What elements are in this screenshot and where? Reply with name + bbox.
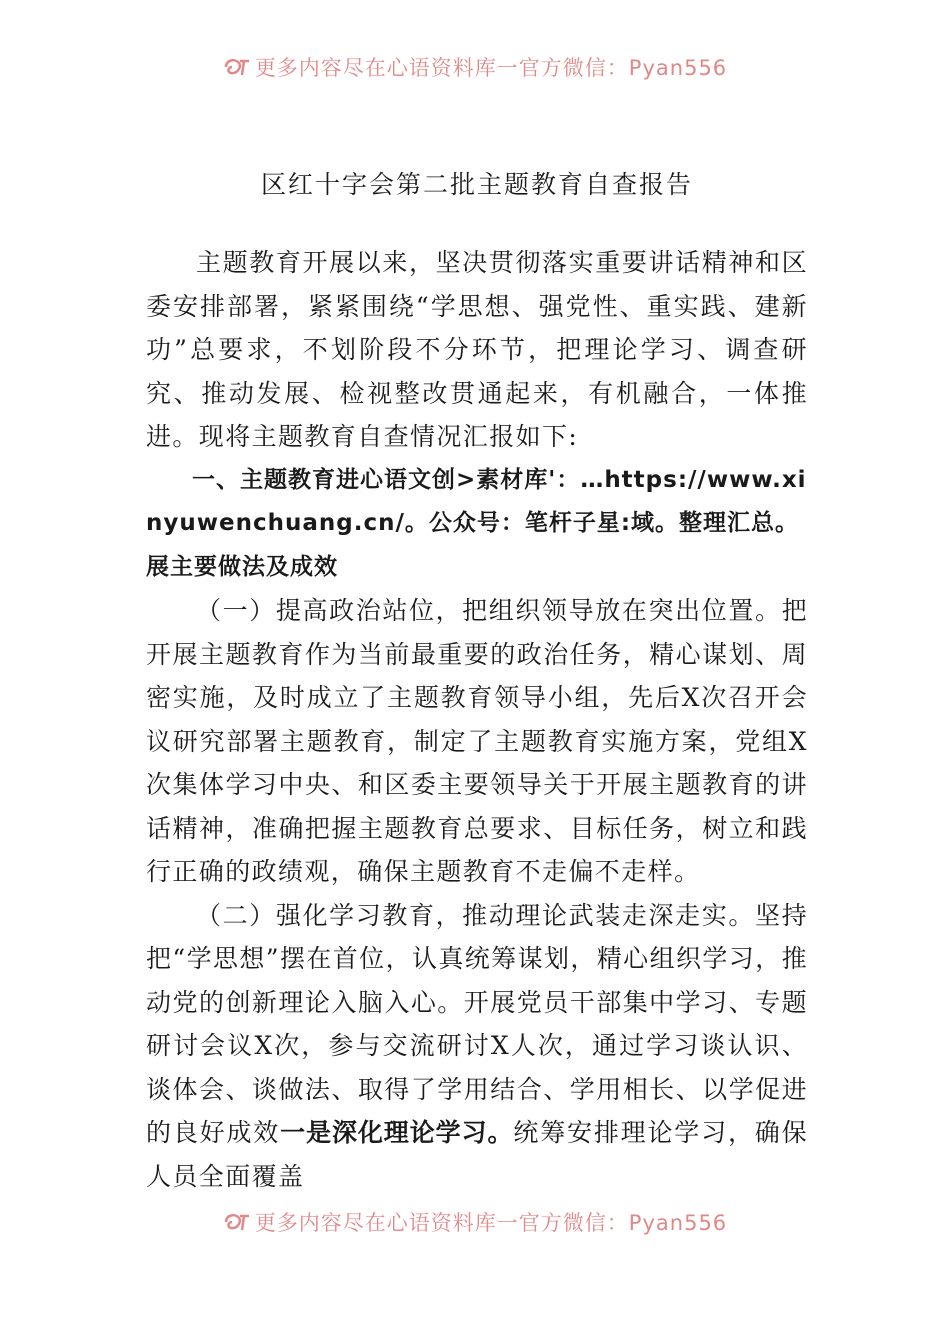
watermark-footer: [0, 1207, 950, 1239]
document-title: 区红十字会第二批主题教育自查报告: [260, 170, 693, 199]
item-paragraph-2: [146, 894, 808, 1199]
item-paragraph-1: （一）提高政治站位，把组织领导放在突出位置。把开展主题教育作为当前最重要的政治任务，精心谋划、周密实施，及时成立了主题教育领导小组，先后X次召开会议研究部署主题教育，制定了主题教育实施方案，党组X次集体学习中央、和区委主要领导关于开展主题教育的讲话精神，准确把握主题教育总要求、目标任务，树立和践行正确的政绩观，确保主题教育不走偏不走样。: [146, 596, 808, 886]
intro-paragraph: 主题教育开展以来，坚决贯彻落实重要讲话精神和区委安排部署，紧紧围绕“学思想、强党性、重实践、建新功”总要求，不划阶段不分环节，把理论学习、调查研究、推动发展、检视整改贯通起来，有机融合，一体推进。现将主题教育自查情况汇报如下:: [146, 248, 808, 451]
item-2-text: （二）强化学习教育，推动理论武装走深走实。坚持把“学思想”摆在首位，认真统筹谋划，精心组织学习，推动党的创新理论入脑入心。开展党员干部集中学习、专题研讨会议X次，参与交流研讨X人次，通过学习谈认识、谈体会、谈做法、取得了学用结合、学用相长、以学促进的良好成效: [146, 900, 808, 1147]
watermark-text: 更多内容尽在心语资料库一官方微信：Pyan556: [254, 1211, 728, 1235]
item-2-bold-lead: 一是深化理论学习。: [280, 1118, 514, 1147]
logo-icon: [223, 55, 253, 84]
item-2-tail: 统筹安排理论学习，确保人员全面覆盖: [146, 1118, 808, 1191]
watermark-header: [0, 52, 950, 84]
section-heading: 一、主题教育进心语文创>素材库'：…https://www.xinyuwenchuang.cn/。公众号：笔杆子星:域。整理汇总。展主要做法及成效: [146, 466, 807, 580]
document-page: [146, 165, 808, 1198]
watermark-text: 更多内容尽在心语资料库一官方微信：Pyan556: [254, 56, 728, 80]
logo-icon: [223, 1210, 253, 1239]
